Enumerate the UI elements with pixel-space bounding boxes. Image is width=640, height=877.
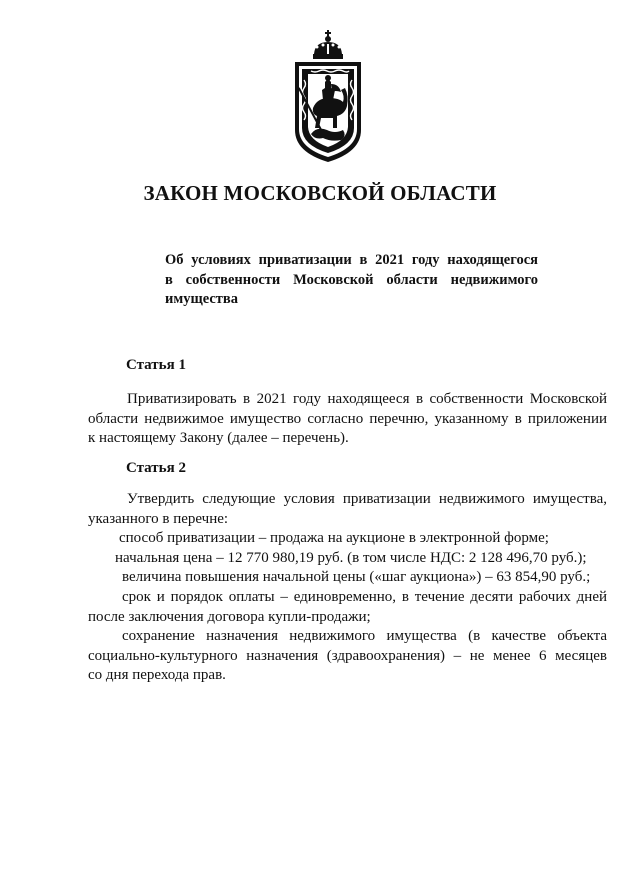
law-title: ЗАКОН МОСКОВСКОЙ ОБЛАСТИ (143, 181, 497, 205)
text-line: срок и порядок оплаты – единовременно, в течение десяти рабочих дней (122, 588, 607, 605)
article-1-text (88, 390, 607, 449)
article-1-heading: Статья 1 (126, 357, 186, 373)
article-2-heading: Статья 2 (126, 460, 186, 476)
subject-line: Об условиях приватизации в 2021 году находящегося (165, 252, 538, 268)
text-line: способ приватизации – продажа на аукционе в электронной форме; (119, 530, 549, 547)
text-line: Утвердить следующие условия приватизации недвижимого имущества, (127, 491, 607, 507)
moscow-region-coat-of-arms-icon (287, 30, 369, 164)
law-subject (165, 251, 538, 310)
text-line: социально-культурного назначения (здравоохранения) – не менее 6 месяцев (88, 647, 607, 664)
subject-line: в собственности Московской области недвижимого (165, 271, 538, 288)
text-line: после заключения договора купли-продажи; (88, 608, 371, 625)
text-line: Приватизировать в 2021 году находящееся в собственности Московской (127, 391, 607, 407)
text-line: сохранение назначения недвижимого имущества (в качестве объекта (122, 628, 607, 645)
text-line: области недвижимое имущество согласно перечню, указанному в приложении (88, 410, 607, 427)
text-line: со дня перехода прав. (88, 667, 226, 684)
subject-line: имущества (165, 291, 238, 307)
text-line: величина повышения начальной цены («шаг аукциона») – 63 854,90 руб.; (122, 569, 591, 586)
text-line: указанного в перечне: (88, 510, 229, 527)
text-line: начальная цена – 12 770 980,19 руб. (в том числе НДС: 2 128 496,70 руб.); (115, 549, 587, 566)
text-line: к настоящему Закону (далее – перечень). (88, 430, 349, 447)
article-2-text (88, 490, 607, 686)
